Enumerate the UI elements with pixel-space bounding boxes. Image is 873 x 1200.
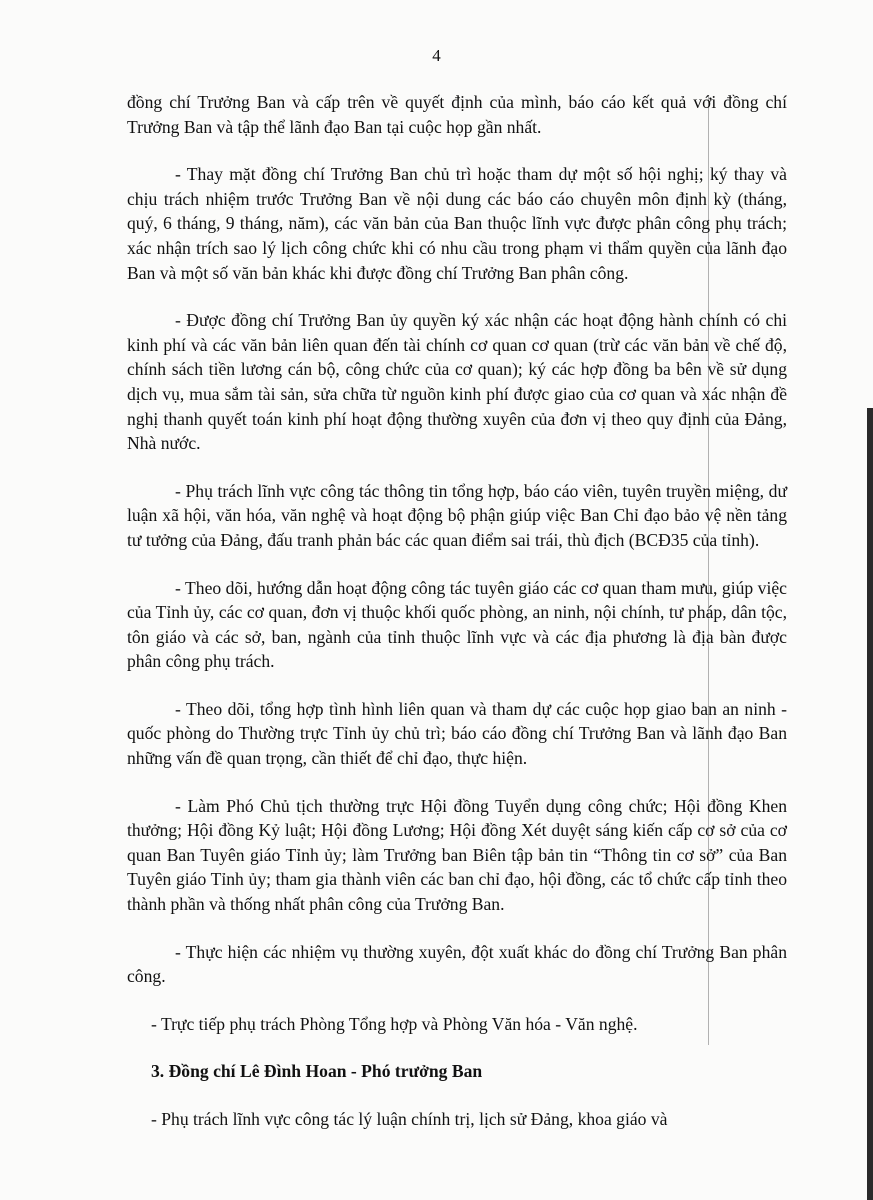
page-number: 4 bbox=[432, 46, 441, 65]
paragraph-next-section: - Phụ trách lĩnh vực công tác lý luận chính trị, lịch sử Đảng, khoa giáo và bbox=[151, 1109, 668, 1129]
paragraph-duty-guidance: - Theo dõi, hướng dẫn hoạt động công tác tuyên giáo các cơ quan tham mưu, giúp việc của Tỉnh ủy, các cơ quan, đơn vị thuộc khối quốc phòng, an ninh, nội chính, tư pháp, dân tộc, tôn giáo và các sở, ban, ngành của tỉnh thuộc lĩnh vực và các địa phương là địa bàn được phân công phụ trách. bbox=[127, 577, 787, 672]
paragraph-duty-information: - Phụ trách lĩnh vực công tác thông tin tổng hợp, báo cáo viên, tuyên truyền miệng, dư luận xã hội, văn hóa, văn nghệ và hoạt động bộ phận giúp việc Ban Chỉ đạo bảo vệ nền tảng tư tưởng của Đảng, đấu tranh phản bác các quan điểm sai trái, thù địch (BCĐ35 của tỉnh). bbox=[127, 480, 787, 550]
section-heading: 3. Đồng chí Lê Đình Hoan - Phó trưởng Ban bbox=[151, 1061, 483, 1082]
document-body bbox=[127, 90, 787, 1132]
paragraph-duty-security-meetings: - Theo dõi, tổng hợp tình hình liên quan và tham dự các cuộc họp giao ban an ninh - quốc phòng do Thường trực Tỉnh ủy chủ trì; báo cáo đồng chí Trưởng Ban và lãnh đạo Ban những vấn đề quan trọng, cần thiết để chỉ đạo, thực hiện. bbox=[127, 698, 787, 769]
paragraph-duty-other-tasks: - Thực hiện các nhiệm vụ thường xuyên, đột xuất khác do đồng chí Trưởng Ban phân công. bbox=[127, 941, 787, 987]
scan-edge-shadow bbox=[867, 408, 873, 1200]
paragraph-duty-departments: - Trực tiếp phụ trách Phòng Tổng hợp và Phòng Văn hóa - Văn nghệ. bbox=[151, 1013, 638, 1034]
paragraph-duty-councils: - Làm Phó Chủ tịch thường trực Hội đồng Tuyển dụng công chức; Hội đồng Khen thưởng; Hội đồng Kỷ luật; Hội đồng Lương; Hội đồng Xét duyệt sáng kiến cấp cơ sở của cơ quan Ban Tuyên giáo Tỉnh ủy; làm Trưởng ban Biên tập bản tin “Thông tin cơ sở” của Ban Tuyên giáo Tỉnh ủy; tham gia thành viên các ban chỉ đạo, hội đồng, các tổ chức cấp tỉnh theo thành phần và thống nhất phân công của Trưởng Ban. bbox=[127, 795, 787, 915]
paragraph-duty-finance: - Được đồng chí Trưởng Ban ủy quyền ký xác nhận các hoạt động hành chính có chi kinh phí và các văn bản liên quan đến tài chính cơ quan cơ quan (trừ các văn bản về chế độ, chính sách tiền lương cán bộ, công chức của cơ quan); ký các hợp đồng ba bên về sử dụng dịch vụ, mua sắm tài sản, sửa chữa từ nguồn kinh phí được giao của cơ quan và xác nhận đề nghị thanh quyết toán kinh phí hoạt động thường xuyên của đơn vị theo quy định của Đảng, Nhà nước. bbox=[127, 310, 787, 454]
paragraph-duty-sign-reports: - Thay mặt đồng chí Trưởng Ban chủ trì hoặc tham dự một số hội nghị; ký thay và chịu trách nhiệm trước Trưởng Ban về nội dung các báo cáo chuyên môn định kỳ (tháng, quý, 6 tháng, 9 tháng, năm), các văn bản của Ban thuộc lĩnh vực được phân công phụ trách; xác nhận trích sao lý lịch công chức khi có nhu cầu trong phạm vi thẩm quyền của lãnh đạo Ban và một số văn bản khác khi được đồng chí Trưởng Ban phân công. bbox=[127, 164, 787, 283]
paragraph-continuation: đồng chí Trưởng Ban và cấp trên về quyết định của mình, báo cáo kết quả với đồng chí Trưởng Ban và tập thể lãnh đạo Ban tại cuộc họp gần nhất. bbox=[127, 92, 787, 137]
